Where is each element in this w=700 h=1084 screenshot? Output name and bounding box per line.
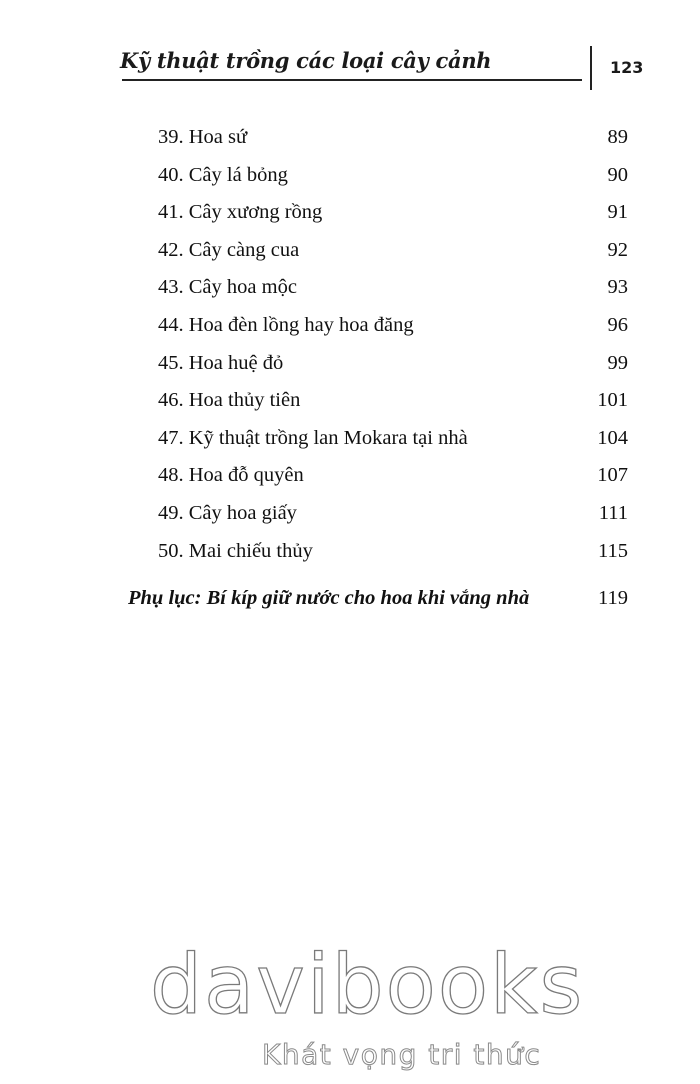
toc-entry-title: 48. Hoa đỗ quyên bbox=[158, 464, 304, 487]
toc-entry-page: 93 bbox=[607, 276, 628, 299]
toc-entry-page: 111 bbox=[598, 501, 628, 524]
toc-entry-page: 115 bbox=[598, 539, 628, 562]
toc-entry-page: 99 bbox=[607, 351, 628, 374]
toc-entry-page: 96 bbox=[607, 313, 628, 336]
toc-appendix-entry[interactable] bbox=[128, 580, 630, 616]
toc-entry[interactable] bbox=[158, 382, 630, 420]
toc-entry-page: 104 bbox=[597, 426, 628, 449]
book-title: Kỹ thuật trồng các loại cây cảnh bbox=[120, 48, 492, 73]
toc-entry-page: 91 bbox=[607, 201, 628, 224]
toc-entry[interactable] bbox=[158, 269, 630, 307]
toc-entry-title: 44. Hoa đèn lồng hay hoa đăng bbox=[158, 313, 414, 336]
watermark-tagline: Khát vọng tri thức bbox=[262, 1038, 542, 1071]
toc-entry-title: 43. Cây hoa mộc bbox=[158, 276, 297, 299]
toc-entry[interactable] bbox=[158, 345, 630, 383]
appendix-title: Phụ lục: Bí kíp giữ nước cho hoa khi vắng nhà bbox=[128, 587, 530, 609]
toc-entry[interactable] bbox=[158, 420, 630, 458]
toc-entry[interactable] bbox=[158, 307, 630, 345]
toc-entry[interactable] bbox=[158, 157, 630, 195]
toc-entry-title: 39. Hoa sứ bbox=[158, 126, 248, 148]
toc-entry-page: 101 bbox=[597, 389, 628, 412]
toc-entry-title: 42. Cây càng cua bbox=[158, 238, 300, 261]
toc-entry-title: 47. Kỹ thuật trồng lan Mokara tại nhà bbox=[158, 426, 468, 449]
header-divider bbox=[122, 79, 582, 81]
toc-entry[interactable] bbox=[158, 495, 630, 533]
toc-entry-title: 49. Cây hoa giấy bbox=[158, 501, 297, 524]
toc-entry[interactable] bbox=[158, 533, 630, 571]
appendix-page: 119 bbox=[598, 587, 628, 609]
toc-entry-title: 46. Hoa thủy tiên bbox=[158, 389, 301, 412]
toc-entry[interactable] bbox=[158, 457, 630, 495]
header-vertical-divider bbox=[590, 46, 592, 90]
toc-entry-page: 89 bbox=[607, 126, 628, 148]
toc-entry-page: 92 bbox=[607, 238, 628, 261]
toc-entry-title: 50. Mai chiếu thủy bbox=[158, 539, 313, 562]
page-number: 123 bbox=[610, 58, 644, 77]
toc-entry-title: 45. Hoa huệ đỏ bbox=[158, 351, 284, 374]
toc-entry-title: 40. Cây lá bỏng bbox=[158, 163, 288, 186]
toc-entry-title: 41. Cây xương rồng bbox=[158, 201, 323, 224]
toc-entry[interactable] bbox=[158, 119, 630, 157]
table-of-contents bbox=[158, 119, 630, 570]
toc-entry-page: 107 bbox=[597, 464, 628, 487]
toc-entry[interactable] bbox=[158, 194, 630, 232]
toc-entry[interactable] bbox=[158, 232, 630, 270]
toc-entry-page: 90 bbox=[607, 163, 628, 186]
watermark-brand: davibooks bbox=[150, 938, 585, 1033]
